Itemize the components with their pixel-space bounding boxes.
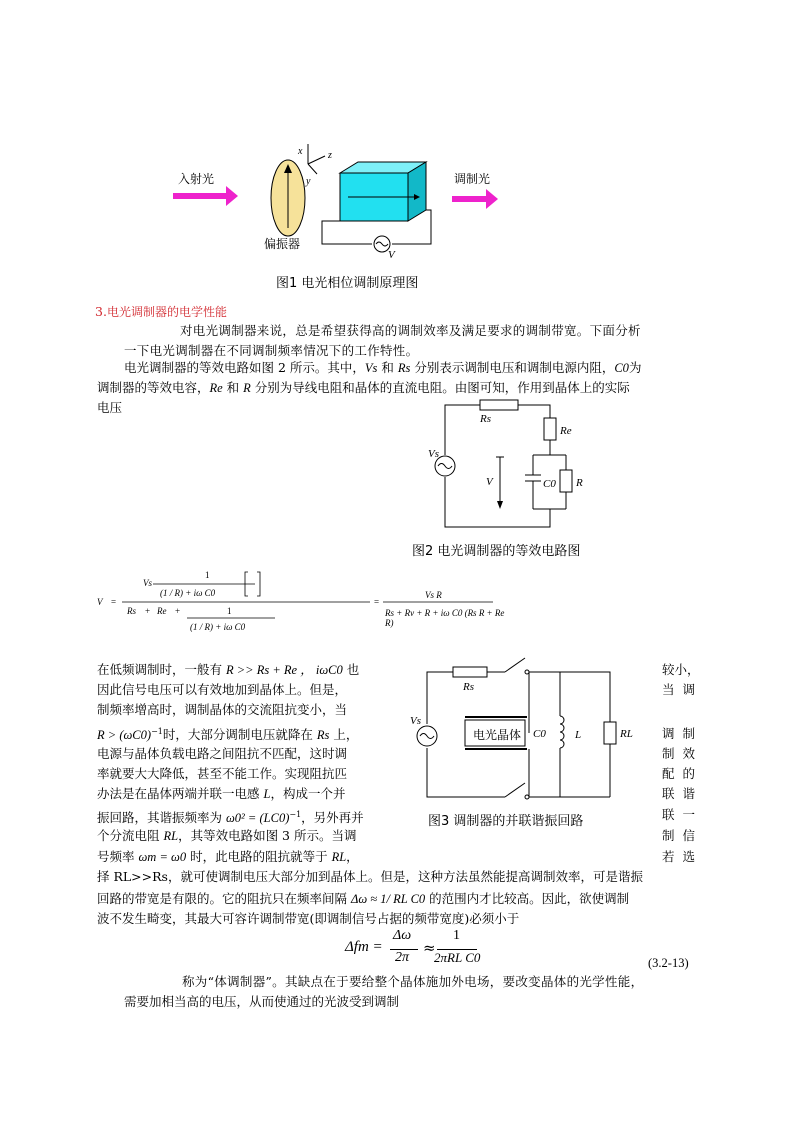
right-frag-5: 配 的 bbox=[662, 766, 695, 781]
right-frag-3: 调 制 bbox=[662, 726, 695, 741]
right-frag-6: 联 谐 bbox=[662, 786, 695, 801]
para4-line3: 回路的带宽是有限的。它的阻抗只在频率间隔 Δω ≈ 1/ RL C0 的范围内才比较高。因此，欲使调制 bbox=[97, 891, 630, 906]
para3-line3: 制频率增高时，调制晶体的交流阻抗变小，当 bbox=[97, 702, 348, 717]
figure-1 bbox=[160, 140, 560, 290]
eq1-den-inner: (1 / R) + iω C0 bbox=[190, 622, 246, 632]
eq1-rhs-den: Rs + Rv + R + iω C0 (Rs R + Re R) bbox=[385, 608, 505, 628]
modulated-light-label: 调制光 bbox=[454, 172, 491, 186]
figure-3 bbox=[405, 652, 655, 807]
eq2-num1: Δω bbox=[393, 928, 412, 943]
eq2-approx: ≈ bbox=[423, 939, 436, 957]
para2-line2: 调制器的等效电容，Re 和 R 分别为导线电阻和晶体的直流电阻。由图可知，作用到晶体上的实际 bbox=[97, 380, 630, 395]
fig3-l-label: L bbox=[575, 729, 582, 741]
fig2-rs-label: Rs bbox=[480, 413, 491, 425]
para3-line7: 办法是在晶体两端并联一电感 L，构成一个并 bbox=[97, 786, 346, 801]
figure-3-caption: 图3 调制器的并联谐振回路 bbox=[428, 814, 584, 829]
eq1-rhs-num: Vs R bbox=[425, 590, 442, 600]
coordinate-axes bbox=[308, 144, 325, 174]
eq1-den-plus2: + bbox=[175, 606, 181, 616]
fig2-c0-label: C0 bbox=[543, 478, 556, 490]
para1-line2: 一下电光调制器在不同调制频率情况下的工作特性。 bbox=[124, 343, 419, 358]
eq1-den-one: 1 bbox=[227, 606, 232, 616]
eq1-one-top: 1 bbox=[205, 570, 210, 580]
right-frag-2: 当 调 bbox=[662, 682, 695, 697]
para3-line6: 率就要大大降低，甚至不能工作。实现阻抗匹 bbox=[97, 766, 348, 781]
eq1-equals: = bbox=[111, 597, 117, 607]
eq2-num2: 1 bbox=[453, 928, 460, 943]
eq2-den2: 2πRL C0 bbox=[434, 950, 481, 965]
fig2-r-label: R bbox=[576, 477, 583, 489]
section-title: 电光调制器的电学性能 bbox=[106, 305, 227, 319]
axis-z-label: z bbox=[328, 150, 332, 161]
para3-line2: 因此信号电压可以有效地加到晶体上。但是， bbox=[97, 682, 348, 697]
axis-y-label: y bbox=[306, 176, 311, 187]
para4-line1: 号频率 ωm = ω0 时，此电路的阻抗就等于 RL， bbox=[97, 849, 359, 864]
incident-light-label: 入射光 bbox=[178, 172, 215, 186]
fig2-v-label: V bbox=[486, 476, 493, 488]
voltage-label: V bbox=[388, 249, 395, 261]
fig3-c0-label: C0 bbox=[533, 728, 546, 740]
figure-1-diagram bbox=[160, 140, 560, 290]
equation-2-number: (3.2-13) bbox=[648, 956, 689, 970]
figure-1-caption: 图1 电光相位调制原理图 bbox=[276, 276, 419, 291]
equation-1 bbox=[95, 566, 515, 636]
fig3-vs-label: Vs bbox=[410, 715, 421, 727]
figure-2-caption: 图2 电光调制器的等效电路图 bbox=[412, 544, 581, 559]
right-frag-7: 联 一 bbox=[662, 807, 695, 822]
modulated-light-arrow bbox=[452, 189, 498, 209]
para2-line1: 电光调制器的等效电路如图 2 所示。其中，Vs 和 Rs 分别表示调制电压和调制电源内阻，C0为 bbox=[124, 360, 642, 375]
para3-line1: 在低频调制时，一般有 R >> Rs + Re ， iωC0 也 bbox=[97, 662, 360, 677]
eq1-inner-den: (1 / R) + iω C0 bbox=[160, 588, 216, 598]
eq1-den-re: Re bbox=[157, 606, 167, 616]
eq1-den-rs: Rs bbox=[127, 606, 136, 616]
axis-x-label: x bbox=[298, 146, 303, 157]
section-number: 3. bbox=[95, 304, 107, 319]
eq1-lhs: V bbox=[97, 597, 103, 607]
eq1-equals2: = bbox=[374, 597, 380, 607]
eq1-num-vs: Vs bbox=[143, 578, 152, 588]
eq1-den-plus: + bbox=[145, 606, 151, 616]
incident-light-arrow bbox=[173, 186, 238, 206]
fig3-rl-label: RL bbox=[620, 728, 633, 740]
para3-line9: 个分流电阻 RL，其等效电路如图 3 所示。当调 bbox=[97, 828, 357, 843]
crystal-label: 电光晶体 bbox=[473, 728, 522, 742]
polarizer-label: 偏振器 bbox=[264, 237, 301, 251]
para4-line4: 波不发生畸变，其最大可容许调制带宽(即调制信号占据的频带宽度)必须小于 bbox=[97, 911, 520, 926]
para4-line1-right: 若 选 bbox=[662, 849, 695, 864]
para3-line5: 电源与晶体负载电路之间阻抗不匹配，这时调 bbox=[97, 746, 348, 761]
right-frag-1: 较小， bbox=[662, 662, 700, 677]
eq2-den1: 2π bbox=[395, 950, 410, 965]
para2-line3: 电压 bbox=[97, 400, 123, 415]
para3-line8: 振回路，其谐振频率为 $\omega 0^2 = (LC0)^{-1}$，另外再并 bbox=[97, 810, 364, 826]
figure-3-circuit bbox=[405, 652, 655, 807]
equation-2 bbox=[345, 928, 495, 972]
para4-line2: 择 RL>>Rs，就可使调制电压大部分加到晶体上。但是，这种方法虽然能提高调制效率，可是谐振 bbox=[97, 869, 643, 884]
figure-2-circuit bbox=[420, 395, 600, 535]
eq2-lhs: Δfm = bbox=[345, 939, 383, 955]
fig2-vs-label: Vs bbox=[428, 448, 439, 460]
para3-line4: $R > (\omega C0)^{-1}$时，大部分调制电压就降在 Rs 上， bbox=[97, 727, 359, 743]
para5-line1: 称为“体调制器”。其缺点在于要给整个晶体施加外电场，要改变晶体的光学性能， bbox=[182, 974, 644, 989]
right-frag-8: 制 信 bbox=[662, 828, 695, 843]
figure-2 bbox=[420, 395, 600, 535]
right-frag-4: 制 效 bbox=[662, 746, 695, 761]
fig2-re-label: Re bbox=[560, 425, 572, 437]
para5-line2: 需要加相当高的电压，从而使通过的光波受到调制 bbox=[124, 994, 400, 1009]
crystal-block bbox=[340, 162, 426, 221]
fig3-rs-label: Rs bbox=[463, 681, 474, 693]
para1-line1: 对电光调制器来说，总是希望获得高的调制效率及满足要求的调制带宽。下面分析 bbox=[180, 323, 641, 338]
